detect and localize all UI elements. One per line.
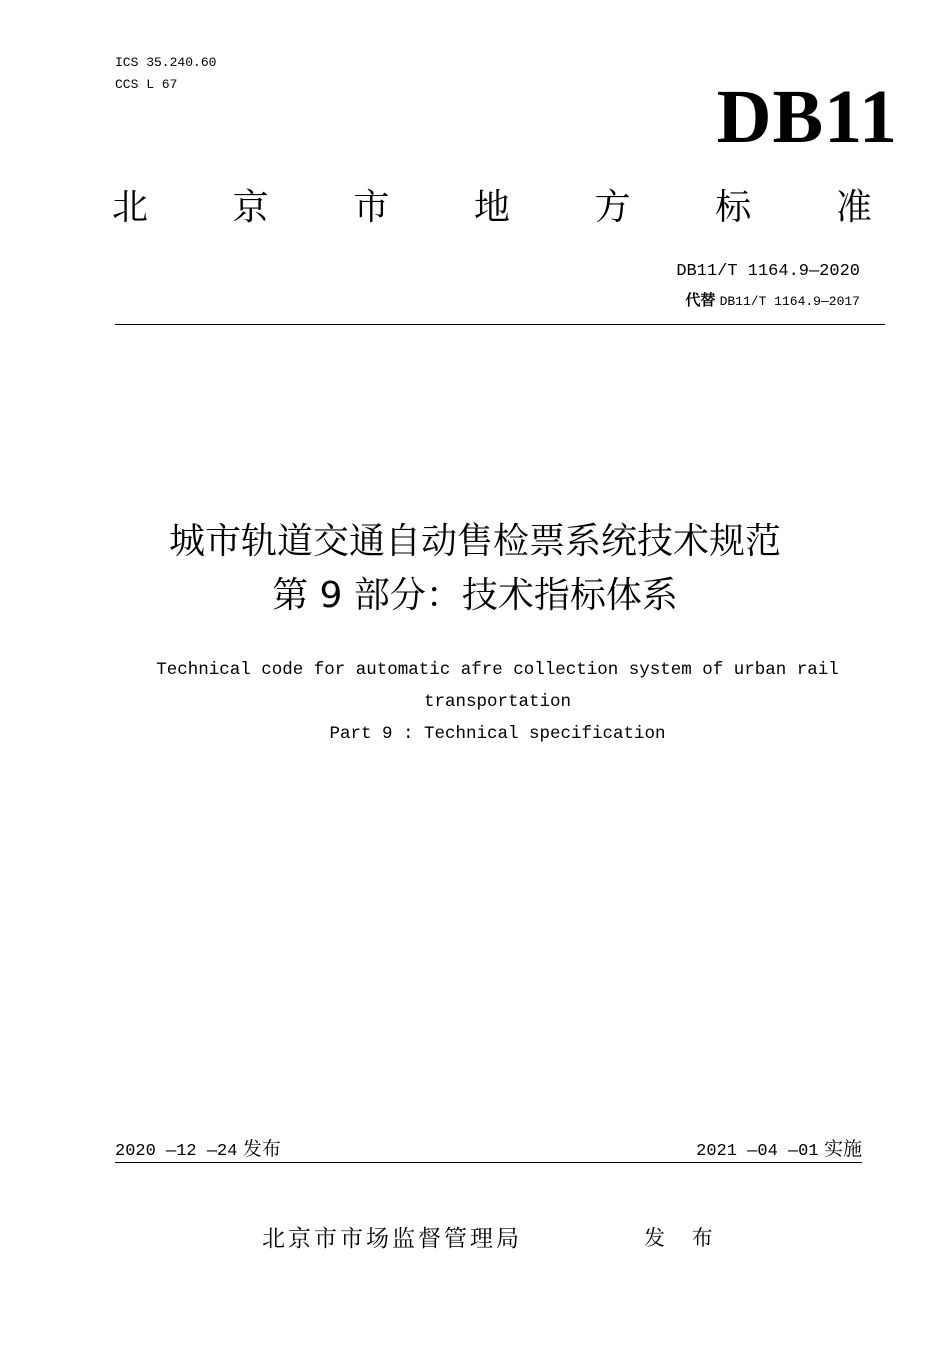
replaces-label: 代替 <box>685 291 716 309</box>
issuing-authority: 北京市市场监督管理局 <box>262 1226 522 1252</box>
standard-type-char: 北 <box>112 187 149 228</box>
english-title <box>120 654 875 750</box>
effective-date-label: 实施 <box>823 1138 862 1160</box>
standard-type-heading <box>112 184 872 232</box>
footer-divider <box>115 1162 862 1163</box>
header-divider <box>115 324 885 325</box>
standard-type-char: 方 <box>594 187 631 228</box>
standard-type-char: 市 <box>353 187 390 228</box>
issue-date: 2020 —12 —24 <box>115 1142 238 1161</box>
standard-number: DB11/T 1164.9—2020 <box>676 262 860 281</box>
replaces-number: DB11/T 1164.9—2017 <box>719 294 860 309</box>
issue-label: 发 布 <box>644 1226 723 1250</box>
standard-type-char: 京 <box>232 187 269 228</box>
standard-logo: DB11 <box>716 75 898 159</box>
chinese-title-line-1: 城市轨道交通自动售检票系统技术规范 <box>168 521 781 562</box>
standard-type-char: 标 <box>715 187 752 228</box>
chinese-title <box>0 515 950 623</box>
english-title-line-2: Part 9 : Technical specification <box>329 724 666 744</box>
standard-type-char: 准 <box>835 187 872 228</box>
english-title-line-1: Technical code for automatic afre collection system of urban rail transportation <box>156 660 839 712</box>
ics-code: ICS 35.240.60 <box>115 55 217 70</box>
ccs-code: CCS L 67 <box>115 77 178 92</box>
classification-codes <box>115 52 216 96</box>
chinese-title-line-2: 第 9 部分：技术指标体系 <box>272 575 678 616</box>
issue-date-label: 发布 <box>242 1138 281 1160</box>
replaces-note <box>685 290 860 312</box>
standard-type-char: 地 <box>473 187 510 228</box>
effective-date: 2021 —04 —01 <box>696 1142 819 1161</box>
